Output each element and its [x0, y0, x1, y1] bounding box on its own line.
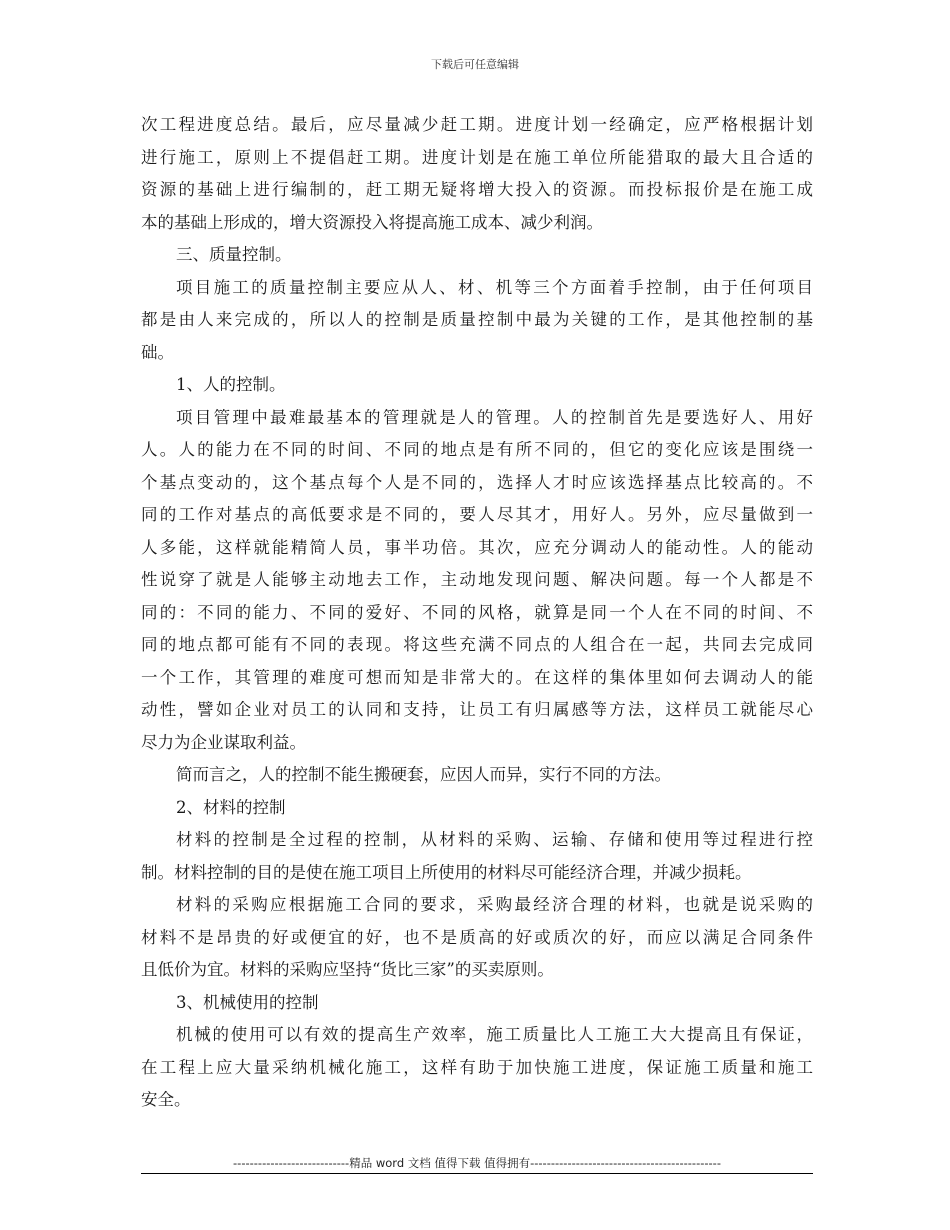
- text-line: 且低价为宜。材料的采购应坚持“货比三家”的买卖原则。: [141, 960, 554, 979]
- text-line: 本的基础上形成的，增大资源投入将提高施工成本、减少利润。: [141, 212, 603, 232]
- text-line: 性说穿了就是人能够主动地去工作，主动地发现问题、解决问题。每一个人都是不: [141, 570, 813, 589]
- text-line: 个基点变动的，这个基点每个人是不同的，选择人才时应该选择基点比较高的。不: [141, 472, 813, 492]
- text-line: 同的地点都可能有不同的表现。将这些充满不同点的人组合在一起，共同去完成同: [141, 635, 813, 654]
- paragraph: [141, 1019, 813, 1117]
- text-line: 人。人的能力在不同的时间、不同的地点是有所不同的，但它的变化应该是围绕一: [141, 440, 813, 459]
- paragraph: [141, 792, 813, 825]
- text-line: 都是由人来完成的，所以人的控制是质量控制中最为关键的工作，是其他控制的基: [141, 310, 813, 329]
- text-line: 项目管理中最难最基本的管理就是人的管理。人的控制首先是要选好人、用好: [176, 407, 813, 427]
- text-line: 2、材料的控制: [176, 797, 286, 817]
- text-line: 进行施工，原则上不提倡赶工期。进度计划是在施工单位所能猎取的最大且合适的: [141, 147, 813, 167]
- text-line: 人多能，这样就能精简人员，事半功倍。其次，应充分调动人的能动性。人的能动: [141, 537, 813, 557]
- text-line: 3、机械使用的控制: [176, 992, 319, 1012]
- paragraph: [141, 824, 813, 889]
- text-line: 项目施工的质量控制主要应从人、材、机等三个方面着手控制，由于任何项目: [176, 277, 813, 297]
- page-footer: ----------------------------精品 word 文档 值得下载 值得拥有----------------------------------------------: [233, 1156, 721, 1170]
- paragraph: [141, 369, 813, 402]
- text-line: 尽力为企业谋取利益。: [141, 732, 306, 752]
- text-line: 同的：不同的能力、不同的爱好、不同的风格，就算是同一个人在不同的时间、不: [141, 602, 813, 622]
- text-line: 在工程上应大量采纳机械化施工，这样有助于加快施工进度，保证施工质量和施工: [141, 1057, 813, 1077]
- text-line: 同的工作对基点的高低要求是不同的，要人尽其才，用好人。另外，应尽量做到一: [141, 505, 813, 524]
- paragraph: [141, 889, 813, 987]
- footer-divider: [141, 1173, 813, 1174]
- paragraph: [141, 239, 813, 272]
- document-body: [141, 109, 813, 1117]
- text-line: 材料的控制是全过程的控制，从材料的采购、运输、存储和使用等过程进行控: [176, 830, 813, 849]
- text-line: 简而言之，人的控制不能生搬硬套，应因人而异，实行不同的方法。: [176, 765, 671, 784]
- text-line: 一个工作，其管理的难度可想而知是非常大的。在这样的集体里如何去调动人的能: [141, 667, 813, 687]
- text-line: 材料不是昂贵的好或便宜的好，也不是质高的好或质次的好，而应以满足合同条件: [141, 927, 813, 947]
- text-line: 次工程进度总结。最后，应尽量减少赶工期。进度计划一经确定，应严格根据计划: [141, 115, 813, 134]
- page-header: 下载后可任意编辑: [431, 58, 519, 71]
- paragraph: [141, 759, 813, 792]
- text-line: 机械的使用可以有效的提高生产效率，施工质量比人工施工大大提高且有保证，: [176, 1025, 813, 1044]
- text-line: 资源的基础上进行编制的，赶工期无疑将增大投入的资源。而投标报价是在施工成: [141, 180, 813, 199]
- text-line: 1、人的控制。: [176, 375, 286, 394]
- text-line: 材料的采购应根据施工合同的要求，采购最经济合理的材料，也就是说采购的: [176, 895, 813, 914]
- paragraph: [141, 402, 813, 760]
- text-line: 制。材料控制的目的是使在施工项目上所使用的材料尽可能经济合理，并减少损耗。: [141, 862, 752, 882]
- paragraph: [141, 272, 813, 370]
- text-line: 安全。: [141, 1090, 191, 1109]
- text-line: 础。: [141, 342, 174, 362]
- text-line: 动性，譬如企业对员工的认同和支持，让员工有归属感等方法，这样员工就能尽心: [141, 700, 813, 719]
- text-line: 三、质量控制。: [176, 245, 292, 264]
- paragraph: [141, 109, 813, 239]
- paragraph: [141, 987, 813, 1020]
